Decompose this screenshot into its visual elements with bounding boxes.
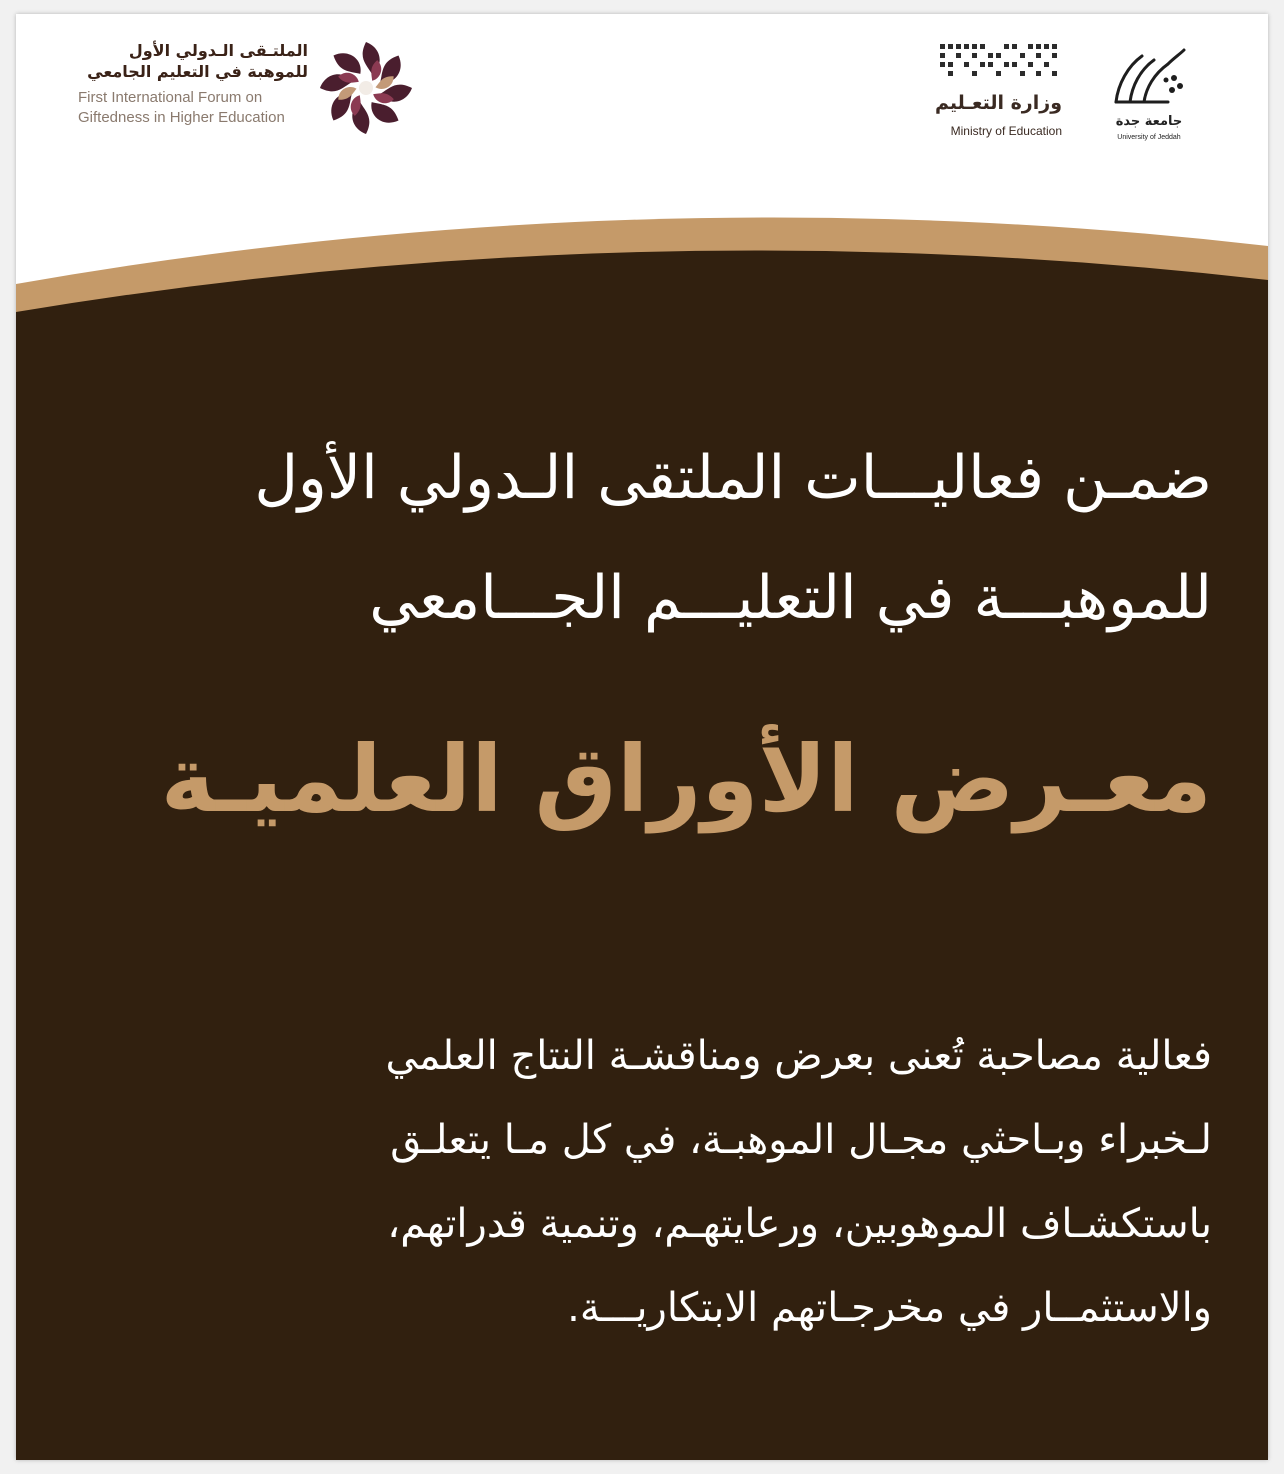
description-line2: لـخبراء وبـاحثي مجـال الموهبـة، في كل مـا يتعلـق	[390, 1117, 1212, 1163]
forum-title-en-line2: Giftedness in Higher Education	[78, 109, 285, 126]
forum-title-ar-line2: للموهبة في التعليم الجامعي	[87, 62, 308, 81]
forum-logo-text	[78, 40, 308, 128]
description-line4: والاستثمــار في مخرجـاتهم الابتكاريـــة.	[567, 1285, 1212, 1331]
ministry-name-ar: وزارة التعـليم	[934, 92, 1062, 114]
poster	[16, 14, 1268, 1460]
university-emblem-icon	[1108, 44, 1188, 110]
ministry-dots-icon	[936, 40, 1066, 80]
description-line1: فعالية مصاحبة تُعنى بعرض ومناقشـة النتاج العلمي	[385, 1033, 1212, 1079]
university-logo	[1104, 44, 1204, 154]
forum-title-ar-line1: الملتـقى الـدولي الأول	[128, 41, 308, 60]
university-name-ar: جامعة جدة	[1115, 114, 1183, 129]
forum-title-en-line1: First International Forum on	[78, 89, 263, 106]
page-title: معـرض الأوراق العلميـة	[160, 726, 1212, 833]
ministry-logo	[916, 40, 1066, 150]
ministry-name-en: Ministry of Education	[950, 124, 1062, 138]
forum-emblem-icon	[316, 38, 416, 138]
description-text	[72, 1014, 1212, 1350]
university-name-en: University of Jeddah	[1117, 134, 1181, 141]
headline-line2: للموهبـــة في التعليـــم الجـــامعي	[369, 563, 1212, 633]
description-line3: باستكشـاف الموهوبين، ورعايتهـم، وتنمية قدراتهم،	[387, 1201, 1212, 1247]
headline-line1: ضمـن فعاليـــات الملتقى الـدولي الأول	[254, 443, 1212, 513]
